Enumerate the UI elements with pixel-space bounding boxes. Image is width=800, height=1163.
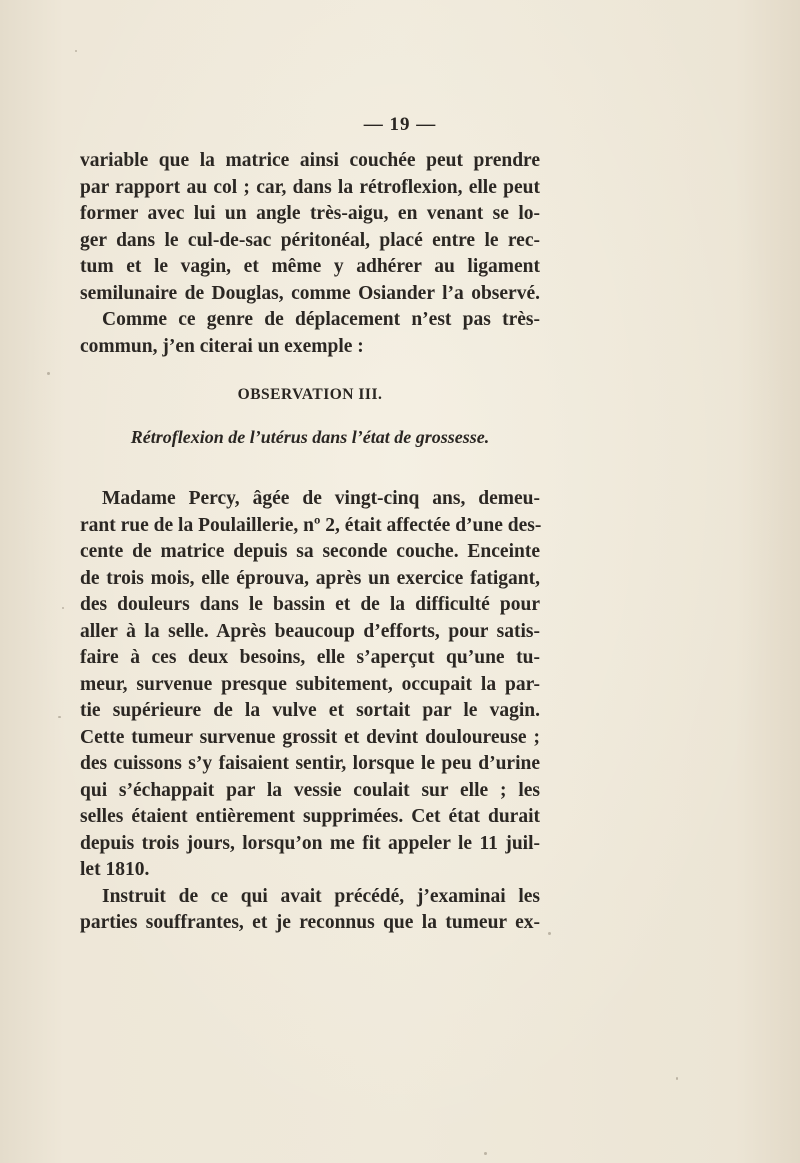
text-line: Comme ce genre de déplacement n’est pas très- — [102, 309, 540, 330]
paper-speck — [676, 1077, 678, 1080]
text-line: tie supérieure de la vulve et sortait par le vagin. — [80, 700, 540, 721]
text-line: cente de matrice depuis sa seconde couche. Enceinte — [80, 541, 540, 562]
text-line: tum et le vagin, et même y adhérer au ligament — [80, 256, 540, 277]
text-line: semilunaire de Douglas, comme Osiander l’a observé. — [80, 282, 540, 304]
paragraph-1 — [80, 148, 540, 307]
text-line: selles étaient entièrement supprimées. Cet état durait — [80, 806, 540, 827]
observation-subtitle: Rétroflexion de l’utérus dans l’état de grossesse. — [130, 427, 490, 447]
paragraph-2 — [80, 307, 540, 360]
text-line: commun, j’en citerai un exemple : — [80, 335, 364, 357]
text-line: des cuissons s’y faisaient sentir, lorsque le peu d’urine — [80, 753, 540, 774]
text-line: des douleurs dans le bassin et de la difficulté pour — [80, 594, 540, 615]
text-line: meur, survenue presque subitement, occupait la par- — [80, 673, 540, 695]
text-line: par rapport au col ; car, dans la rétroflexion, elle peut — [80, 176, 540, 198]
paper-speck — [47, 372, 50, 375]
observation-heading: OBSERVATION III. — [237, 386, 383, 403]
text-line: de trois mois, elle éprouva, après un exercice fatigant, — [80, 567, 540, 589]
paper-speck — [484, 1152, 487, 1155]
text-line: ger dans le cul-de-sac péritonéal, placé entre le rec- — [80, 229, 540, 251]
page-number: — 19 — — [363, 114, 437, 135]
text-line: faire à ces deux besoins, elle s’aperçut qu’une tu- — [80, 647, 540, 668]
text-line: Madame Percy, âgée de vingt-cinq ans, demeu- — [102, 488, 540, 509]
paragraph-3 — [80, 486, 540, 884]
text-line: depuis trois jours, lorsqu’on me fit appeler le 11 juil- — [80, 832, 540, 854]
body-text — [80, 148, 540, 937]
text-line: aller à la selle. Après beaucoup d’efforts, pour satis- — [80, 620, 540, 642]
text-line: variable que la matrice ainsi couchée peut prendre — [80, 150, 540, 171]
text-line: Cette tumeur survenue grossit et devint douloureuse ; — [80, 726, 540, 748]
text-line: former avec lui un angle très-aigu, en venant se lo- — [80, 203, 540, 224]
paper-speck — [58, 716, 61, 718]
text-line: rant rue de la Poulaillerie, nº 2, était affectée d’une des- — [80, 514, 542, 536]
paper-speck — [75, 50, 77, 52]
paragraph-4 — [80, 884, 540, 937]
text-line: qui s’échappait par la vessie coulait sur elle ; les — [80, 779, 540, 801]
paper-speck — [548, 932, 551, 935]
text-line: let 1810. — [80, 859, 150, 880]
text-line: parties souffrantes, et je reconnus que la tumeur ex- — [80, 912, 540, 933]
text-line: Instruit de ce qui avait précédé, j’examinai les — [102, 885, 540, 907]
paper-speck — [62, 607, 64, 609]
